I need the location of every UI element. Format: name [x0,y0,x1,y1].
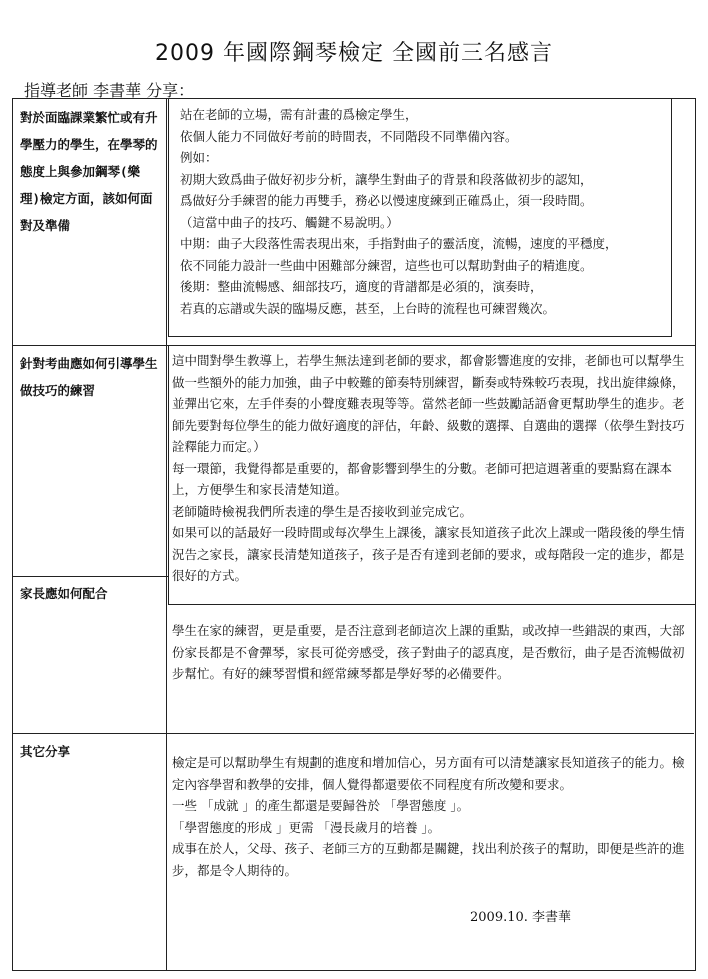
answer-line: 依不同能力設計一些曲中困難部分練習，這些也可以幫助對曲子的精進度。 [180,257,593,273]
answer-paragraph: 檢定是可以幫助學生有規劃的進度和增加信心，另方面有可以清楚讓家長知道孩子的能力。檢定內容學習和教學的安排，個人覺得都還要依不同程度有所改變和要求。 [172,755,685,792]
row-divider [168,733,694,734]
teacher-line: 指導老師 李書華 分享： [24,81,195,100]
answer-line: 後期：整曲流暢感、細部技巧，適度的背譜都是必須的，演奏時， [180,279,543,294]
column-divider [166,98,167,971]
question-4: 其它分享 [20,744,71,759]
answer-paragraph: 一些 「成就 」的產生都還是要歸咎於 「學習態度 」。 [172,798,470,813]
signature: 2009.10. 李書華 [470,910,572,925]
answer-1 [180,104,680,319]
answer-line: 站在老師的立場，需有計畫的爲檢定學生， [180,107,418,122]
answer-line: （這當中曲子的技巧、觸鍵不易說明。） [180,214,399,230]
answer-line: 中期：曲子大段落性需表現出來，手指對曲子的靈活度，流暢，速度的平穩度， [180,236,618,251]
question-1: 對於面臨課業繁忙或有升學壓力的學生，在學琴的態度上與參加鋼琴(樂理)檢定方面，該如何面對及準備 [20,110,158,233]
answer-3 [172,620,690,685]
row-divider [12,345,168,346]
answer-paragraph: 如果可以的話最好一段時間或每次學生上課後，讓家長知道孩子此次上課或一階段後的學生情況告之家長，讓家長清楚知道孩子，孩子是否有達到老師的要求，或每階段一定的進步，都是很好的方式。 [172,525,685,583]
answer-4 [172,752,690,881]
answer-paragraph: 每一環節，我覺得都是重要的，都會影響到學生的分數。老師可把這週著重的要點寫在課本上，方便學生和家長清楚知道。 [172,460,673,497]
page-title: 2009 年國際鋼琴檢定 全國前三名感言 [155,41,553,66]
row-divider [12,576,168,577]
answer-paragraph: 老師隨時檢視我們所表達的學生是否接收到並完成它。 [172,503,473,519]
answer-paragraph: 成事在於人，父母、孩子、老師三方的互動都是關鍵，找出利於孩子的幫助，即便是些許的進步，都是令人期待的。 [172,841,685,878]
answer-line: 爲做好分手練習的能力再雙手，務必以慢速度練到正確爲止，須一段時間。 [180,193,593,208]
question-3: 家長應如何配合 [20,586,108,601]
row-divider [12,733,168,734]
answer-paragraph: 「學習態度的形成 」更需 「漫長歲月的培養 」。 [172,819,441,835]
answer-line: 依個人能力不同做好考前的時間表，不同階段不同準備內容。 [180,128,518,144]
answer-line: 若真的忘譜或失誤的臨場反應，甚至，上台時的流程也可練習幾次。 [180,300,556,316]
answer-paragraph: 這中間對學生教導上，若學生無法達到老師的要求，都會影響進度的安排，老師也可以幫學生做一些額外的能力加強，曲子中較難的節奏特別練習，斷奏或特殊較巧表現，找出旋律線條，並彈出它來，左手伴奏的小聲度難表現等等。當然老師一些鼓勵話語會更幫助學生的進步。老師先要對每位學生的能力做好適度的評估，年齡、級數的選擇、自選曲的選擇（依學生對技巧詮釋能力而定。） [172,353,685,454]
answer-line: 初期大致爲曲子做好初步分析，讓學生對曲子的背景和段落做初步的認知， [180,171,593,187]
answer-2 [172,350,690,587]
answer-line: 例如： [180,150,218,165]
question-2: 針對考曲應如何引導學生做技巧的練習 [20,356,158,398]
answer-paragraph: 學生在家的練習，更是重要，是否注意到老師這次上課的重點，或改掉一些錯誤的東西，大部份家長都是不會彈琴，家長可從旁感受，孩子對曲子的認真度，是否敷衍，曲子是否流暢做初步幫忙。有好的練琴習慣和經常練琴都是學好琴的必備要件。 [172,623,685,681]
